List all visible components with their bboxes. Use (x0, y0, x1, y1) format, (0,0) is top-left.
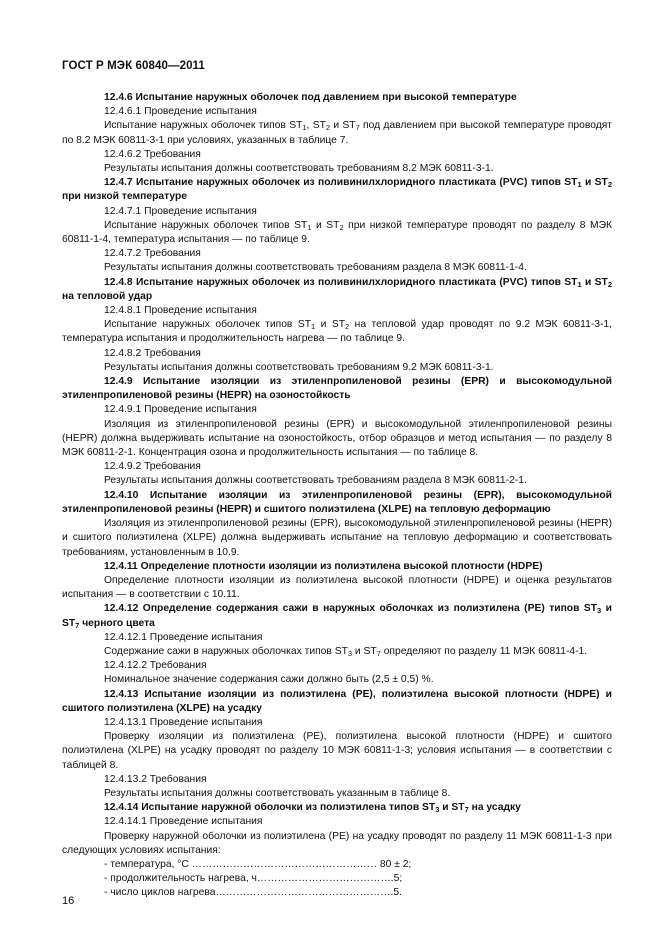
section-heading: 12.4.8 Испытание наружных оболочек из поливинилхлоридного пластиката (PVC) типов $ST_1$ и $ST_2$ на тепловой удар (62, 276, 612, 302)
paragraph: Результаты испытания должны соответствовать указанным в таблице 8. (104, 787, 451, 799)
section-heading: 12.4.6 Испытание наружных оболочек под давлением при высокой температуре (104, 92, 517, 103)
page-number: 16 (62, 895, 75, 907)
subsection-heading: 12.4.8.2 Требования (104, 347, 201, 359)
paragraph: Испытание наружных оболочек типов $ST_1$ и $ST_2$ на тепловой удар проводят по 9.2 МЭК 60811-3-1, температура испытания и продолжительность нагрева — по таблице 9. (62, 319, 612, 345)
paragraph: Испытание наружных оболочек типов $ST_1$, $ST_2$ и $ST_7$ под давлением при высокой температуре проводят по 8.2 МЭК 60811-3-1 при условиях, указанных в таблице 7. (62, 120, 613, 146)
section-heading: 12.4.13 Испытание изоляции из полиэтилена (PE), полиэтилена высокой плотности (HDPE) и сшитого полиэтилена (XLPE) на усадку (62, 688, 612, 714)
section-heading: 12.4.7 Испытание наружных оболочек из поливинилхлоридного пластиката (PVC) типов $ST_1$ и $ST_2$ при низкой температуре (62, 177, 612, 203)
paragraph: Изоляция из этиленпропиленовой резины (EPR), высокомодульной этиленпропиленовой резины (HEPR) и сшитого полиэтилена (XLPE) должна выдерживать испытание на тепловую деформацию и соответствовать требованиям, установленным в 10.9. (62, 518, 612, 558)
subsection-heading: 12.4.14.1 Проведение испытания (104, 816, 263, 828)
paragraph: Проверку наружной оболочки из полиэтилена (PE) на усадку проводят по разделу 11 МЭК 60811-1-3 при следующих условиях испытания: (62, 830, 612, 856)
subsection-heading: 12.4.7.2 Требования (104, 248, 201, 260)
paragraph: Проверку изоляции из полиэтилена (PE), полиэтилена высокой плотности (HDPE) и сшитого полиэтилена (XLPE) на усадку проводят по разделу 10 МЭК 60811-1-3; условия испытания — в соответствии с таблицей 8. (62, 731, 612, 771)
subsection-heading: 12.4.12.1 Проведение испытания (104, 631, 263, 643)
section-heading: 12.4.10 Испытание изоляции из этиленпропиленовой резины (EPR), высокомодульной этиленпропиленовой резины (HEPR) и сшитого полиэтилена (XLPE) на тепловую деформацию (62, 489, 612, 515)
subsection-heading: 12.4.13.2 Требования (104, 773, 207, 785)
paragraph: Результаты испытания должны соответствовать требованиям раздела 8 МЭК 60811-2-1. (104, 475, 527, 487)
section-heading: 12.4.11 Определение плотности изоляции из полиэтилена высокой плотности (HDPE) (104, 560, 543, 572)
subsection-heading: 12.4.13.1 Проведение испытания (104, 716, 263, 728)
paragraph: Результаты испытания должны соответствовать требованиям раздела 8 МЭК 60811-1-4. (104, 262, 527, 274)
paragraph: Изоляция из этиленпропиленовой резины (EPR) и высокомодульной этиленпропиленовой резины (HEPR) должна выдерживать испытание на озоностойкость, отбор образцов и метод испытания — по разделу 8 МЭК 60811-2-1. Концентрация озона и продолжительность испытания — по таблице 8. (62, 418, 612, 459)
section-heading: 12.4.12 Определение содержания сажи в наружных оболочках из полиэтилена (PE) типов $ST_3$ и $ST_7$ черного цвета (62, 603, 612, 630)
list-item: - число циклов нагрева…………………………………………….5. (104, 887, 402, 899)
subsection-heading: 12.4.8.1 Проведение испытания (104, 305, 257, 317)
paragraph: Номинальное значение содержания сажи должно быть (2,5 ± 0,5) %. (104, 674, 434, 686)
subsection-heading: 12.4.12.2 Требования (104, 660, 207, 672)
paragraph: Результаты испытания должны соответствовать требованиям 9.2 МЭК 60811-3-1. (104, 361, 494, 373)
subsection-heading: 12.4.9.1 Проведение испытания (104, 404, 257, 416)
subsection-heading: 12.4.7.1 Проведение испытания (104, 205, 257, 217)
subsection-heading: 12.4.9.2 Требования (104, 461, 201, 473)
document-body (62, 91, 612, 901)
section-heading: 12.4.9 Испытание изоляции из этиленпропиленовой резины (EPR) и высокомодульной этиленпропиленовой резины (HEPR) на озоностойкость (62, 376, 612, 402)
list-item: - температура, °C ……………………………………………… 80 ± 2; (104, 858, 412, 870)
section-heading: 12.4.14 Испытание наружной оболочки из полиэтилена типов $ST_3$ и $ST_7$ на усадку (104, 802, 521, 815)
paragraph: Испытание наружных оболочек типов $ST_1$ и $ST_2$ при низкой температуре проводят по разделу 8 МЭК 60811-1-4, температура испытания — по таблице 9. (62, 219, 612, 246)
list-item: - продолжительность нагрева, ч………………………………….5; (104, 873, 403, 885)
subsection-heading: 12.4.6.1 Проведение испытания (104, 106, 257, 118)
paragraph: Результаты испытания должны соответствовать требованиям 8.2 МЭК 60811-3-1. (104, 163, 494, 175)
subsection-heading: 12.4.6.2 Требования (104, 148, 201, 160)
document-header: ГОСТ Р МЭК 60840—2011 (62, 60, 205, 72)
paragraph: Определение плотности изоляции из полиэтилена высокой плотности (HDPE) и оценка результатов испытания — в соответствии с 10.11. (62, 574, 612, 601)
paragraph: Содержание сажи в наружных оболочках типов $ST_3$ и $ST_7$ определяют по разделу 11 МЭК 60811-4-1. (104, 645, 588, 658)
